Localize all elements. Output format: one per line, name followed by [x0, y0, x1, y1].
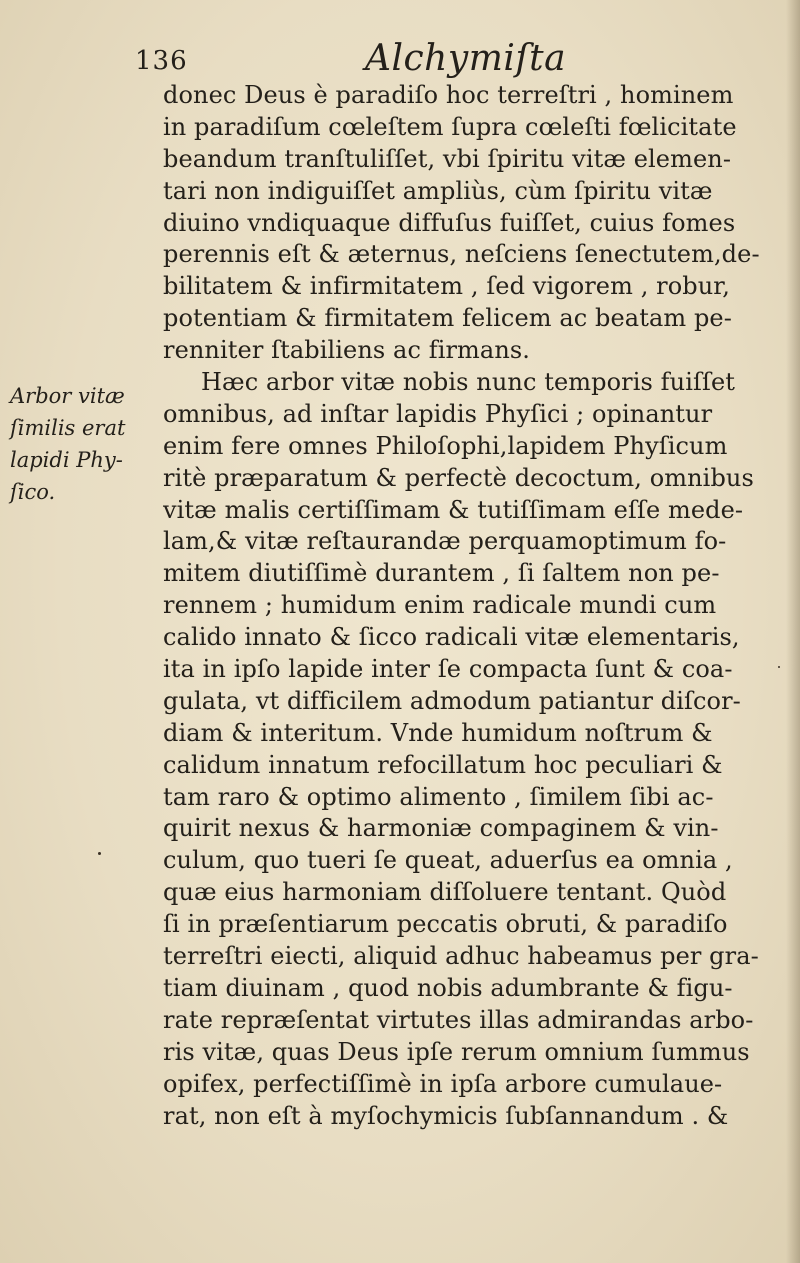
text-line: quirit nexus & harmoniæ compaginem & vin- — [163, 814, 719, 843]
text-line: opifex, perfectiſſimè in ipſa arbore cumulaue- — [163, 1069, 723, 1098]
text-line: rat, non eſt à myſochymicis ſubſannandum . & — [163, 1101, 729, 1130]
text-line: diam & interitum. Vnde humidum noſtrum & — [163, 718, 713, 747]
text-line: vitæ malis certiſſimam & tutiſſimam eſſe mede- — [163, 495, 744, 524]
text-line: renniter ſtabiliens ac firmans. — [163, 336, 531, 365]
text-line: bilitatem & infirmitatem , ſed vigorem , robur, — [163, 272, 730, 301]
marginal-note-line: Arbor vitæ — [10, 384, 125, 408]
text-line: rate repræſentat virtutes illas admirandas arbo- — [163, 1005, 754, 1034]
text-line: mitem diutiſſimè durantem , ſi ſaltem non pe- — [163, 559, 720, 588]
text-line: in paradiſum cœleſtem ſupra cœleſti fœlicitate — [163, 112, 737, 141]
main-text — [163, 80, 773, 1132]
text-line: ſi in præſentiarum peccatis obruti, & paradiſo — [163, 910, 728, 939]
page-number: 136 — [135, 46, 188, 76]
text-line: calido innato & ſicco radicali vitæ elementaris, — [163, 623, 740, 652]
text-line: culum, quo tueri ſe queat, aduerſus ea omnia , — [163, 846, 733, 875]
text-line: gulata, vt difficilem admodum patiantur diſcor- — [163, 686, 741, 715]
text-line: tam raro & optimo alimento , ſimilem ſibi ac- — [163, 782, 714, 811]
text-line: rennem ; humidum enim radicale mundi cum — [163, 591, 717, 620]
ink-speck — [778, 666, 780, 668]
ink-speck — [98, 852, 101, 855]
page-edge-shadow — [786, 0, 800, 1263]
text-line: omnibus, ad inſtar lapidis Phyſici ; opinantur — [163, 399, 713, 428]
text-line: ita in ipſo lapide inter ſe compacta ſunt & coa- — [163, 655, 733, 684]
text-line: terreſtri eiecti, aliquid adhuc habeamus per gra- — [163, 942, 759, 971]
text-line: tiam diuinam , quod nobis adumbrante & figu- — [163, 973, 733, 1002]
text-line: ritè præparatum & perfectè decoctum, omnibus — [163, 463, 754, 492]
text-line: calidum innatum refocillatum hoc peculiari & — [163, 750, 723, 779]
text-line: perennis eſt & æternus, neſciens ſenectutem,de- — [163, 240, 760, 269]
running-title: Alchymiſta — [365, 38, 567, 79]
text-line: lam,& vitæ reſtaurandæ perquamoptimum fo- — [163, 527, 727, 556]
text-line: ris vitæ, quas Deus ipſe rerum omnium ſummus — [163, 1037, 750, 1066]
text-line: diuino vndiquaque diffuſus fuiſſet, cuius fomes — [163, 208, 736, 237]
text-line: beandum tranſtuliſſet, vbi ſpiritu vitæ elemen- — [163, 144, 732, 173]
text-line: quæ eius harmoniam diſſoluere tentant. Quòd — [163, 878, 727, 907]
text-line: Hæc arbor vitæ nobis nunc temporis fuiſſet — [201, 368, 735, 397]
marginal-note-line: ſimilis erat — [10, 416, 126, 440]
text-line: donec Deus è paradiſo hoc terreſtri , hominem — [163, 81, 734, 109]
marginal-note-line: lapidi Phy- — [10, 448, 123, 472]
text-line: tari non indiguiſſet ampliùs, cùm ſpiritu vitæ — [163, 176, 713, 205]
text-line: enim fere omnes Philoſophi,lapidem Phyſicum — [163, 431, 728, 460]
marginal-note-line: ſico. — [10, 480, 56, 504]
marginal-note — [10, 380, 160, 508]
text-line: potentiam & firmitatem felicem ac beatam pe- — [163, 304, 732, 333]
